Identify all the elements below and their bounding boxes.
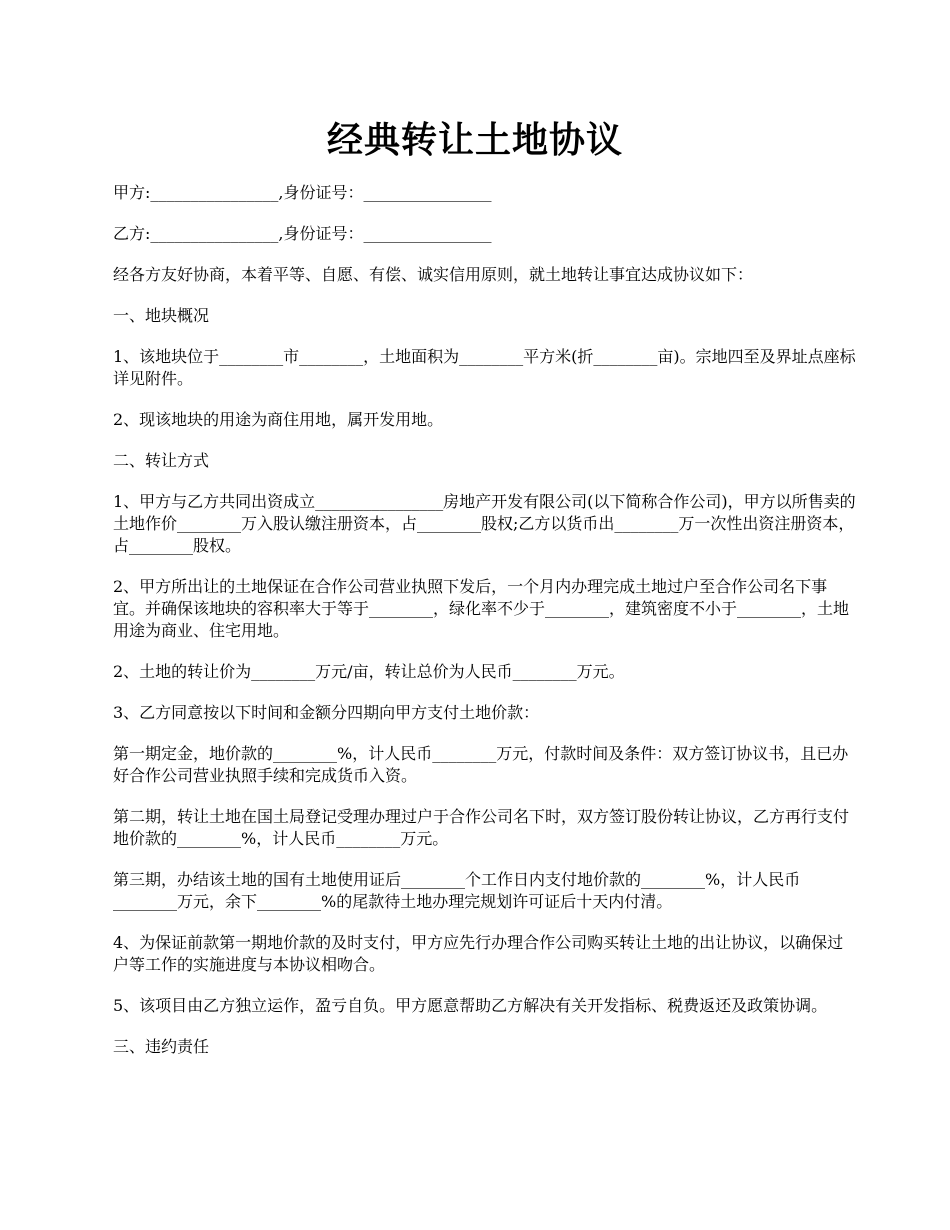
clause: 5、该项目由乙方独立运作，盈亏自负。甲方愿意帮助乙方解决有关开发指标、税费返还及政策协调。 — [113, 996, 828, 1015]
clause: 1、该地块位于________市________，土地面积为________平方米(折________亩)。宗地四至及界址点座标详见附件。 — [113, 347, 856, 388]
clause: 3、乙方同意按以下时间和金额分四期向甲方支付土地价款： — [113, 703, 540, 722]
clause: 2、现该地块的用途为商住用地，属开发用地。 — [113, 410, 444, 429]
section-heading: 一、地块概况 — [113, 306, 210, 325]
clause: 1、甲方与乙方共同出资成立________________房地产开发有限公司(以下简称合作公司)，甲方以所售卖的土地作价________万入股认缴注册资本，占________股权;乙方以货币出________万一次性出资注册资本，占________股权。 — [113, 492, 856, 555]
section-heading: 二、转让方式 — [113, 451, 210, 470]
party-b-line: 乙方:________________,身份证号：________________ — [113, 224, 492, 243]
payment-phase: 第二期，转让土地在国土局登记受理办理过户于合作公司名下时，双方签订股份转让协议，乙方再行支付地价款的________%，计人民币________万元。 — [113, 807, 850, 848]
document-body — [113, 182, 858, 1077]
preamble: 经各方友好协商，本着平等、自愿、有偿、诚实信用原则，就土地转让事宜达成协议如下： — [113, 265, 754, 284]
clause: 2、土地的转让价为________万元/亩，转让总价为人民币________万元。 — [113, 662, 625, 681]
clause: 4、为保证前款第一期地价款的及时支付，甲方应先行办理合作公司购买转让土地的出让协议，以确保过户等工作的实施进度与本协议相吻合。 — [113, 933, 844, 974]
document-title: 经典转让土地协议 — [326, 119, 623, 161]
payment-phase: 第三期，办结该土地的国有土地使用证后________个工作日内支付地价款的________%，计人民币________万元，余下________%的尾款待土地办理完规划许可证后十天内付清。 — [113, 870, 801, 911]
party-a-line: 甲方:________________,身份证号：________________ — [113, 183, 492, 202]
clause: 2、甲方所出让的土地保证在合作公司营业执照下发后，一个月内办理完成土地过户至合作公司名下事宜。并确保该地块的容积率大于等于________，绿化率不少于________，建筑密度不小于________，土地用途为商业、住宅用地。 — [113, 577, 850, 640]
section-heading: 三、违约责任 — [113, 1037, 210, 1056]
payment-phase: 第一期定金，地价款的________%，计人民币________万元，付款时间及条件：双方签订协议书，且已办好合作公司营业执照手续和完成货币入资。 — [113, 744, 849, 785]
